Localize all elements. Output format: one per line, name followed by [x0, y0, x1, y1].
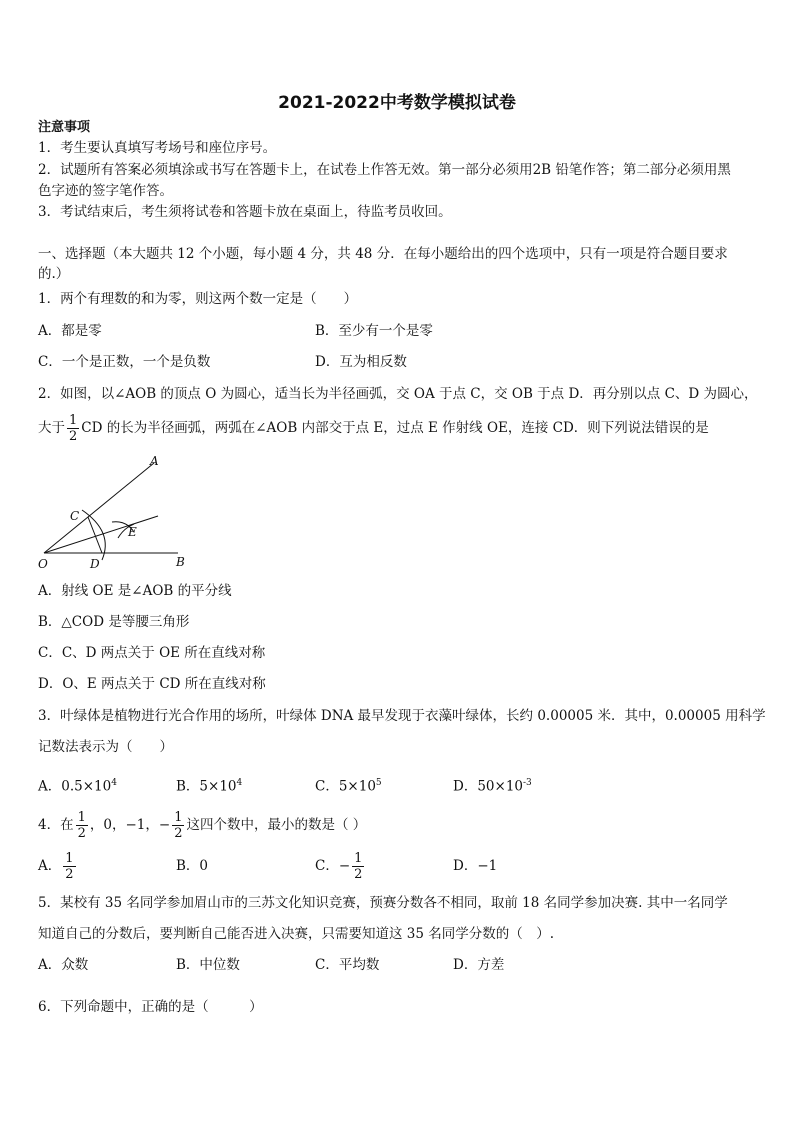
section-heading-cont: 的.） [38, 266, 70, 282]
label-c: C [70, 509, 80, 523]
ray-oa [44, 463, 154, 553]
q4-f1-num: 1 [77, 810, 86, 825]
q5-option-c: C．平均数 [315, 957, 380, 973]
q4-c-frac [352, 851, 364, 882]
q2-option-b: B．△COD 是等腰三角形 [38, 614, 190, 630]
q2-frac-num: 1 [69, 413, 78, 428]
section-heading: 一、选择题（本大题共 12 个小题，每小题 4 分，共 48 分．在每小题给出的四个选项中，只有一项是符合题目要求 [38, 246, 728, 262]
label-a: A [150, 454, 159, 468]
q1-option-a: A．都是零 [38, 323, 102, 339]
notes-heading: 注意事项 [38, 120, 91, 135]
q3-stem-line1: 3．叶绿体是植物进行光合作用的场所，叶绿体 DNA 最早发现于衣藻叶绿体，长约 0.00005 米．其中，0.00005 用科学 [38, 708, 766, 724]
q3-option-b [176, 773, 242, 797]
q2-stem-line1: 2．如图，以∠AOB 的顶点 O 为圆心，适当长为半径画弧，交 OA 于点 C，交 OB 于点 D．再分别以点 C、D 为圆心， [38, 386, 758, 402]
notes-item-3: 3．考试结束后，考生须将试卷和答题卡放在桌面上，待监考员收回。 [38, 204, 452, 220]
label-b: B [176, 555, 185, 569]
q5-option-d: D．方差 [453, 957, 505, 973]
q4-c-num: 1 [354, 851, 363, 866]
q4-option-a [38, 849, 78, 883]
angle-bisector-figure [30, 450, 200, 575]
q4-frac-2 [172, 810, 184, 841]
q3-option-d [453, 773, 532, 797]
label-o: O [38, 557, 48, 571]
q2-text-post: CD 的长为半径画弧，两弧在∠AOB 内部交于点 E，过点 E 作射线 OE，连接 CD．则下列说法错误的是 [81, 420, 709, 436]
q3-option-c [315, 773, 382, 797]
q3-c-exp: 5 [375, 778, 382, 788]
q1-option-b: B．至少有一个是零 [315, 323, 433, 339]
label-e: E [128, 525, 137, 539]
q3-c-base: C．5×10 [315, 778, 376, 795]
q4-stem [38, 808, 366, 842]
page-title: 2021-2022中考数学模拟试卷 [278, 93, 516, 113]
q3-d-exp: -3 [523, 778, 532, 788]
q3-b-exp: 4 [236, 778, 243, 788]
notes-item-1: 1．考生要认真填写考场号和座位序号。 [38, 140, 277, 156]
q2-option-d: D．O、E 两点关于 CD 所在直线对称 [38, 676, 266, 692]
q4-a-den: 2 [65, 867, 74, 882]
q6-stem: 6．下列命题中，正确的是（ ） [38, 999, 263, 1015]
q3-a-exp: 4 [111, 778, 117, 788]
notes-item-2: 2．试题所有答案必须填涂或书写在答题卡上，在试卷上作答无效。第一部分必须用2B 铅笔作答；第二部分必须用黑 [38, 162, 731, 178]
q1-option-d: D．互为相反数 [315, 354, 407, 370]
q3-d-base: D．50×10 [453, 778, 523, 795]
q4-a-num: 1 [65, 851, 74, 866]
q4-option-c [315, 849, 366, 883]
q5-option-a: A．众数 [38, 957, 89, 973]
notes-item-2-cont: 色字迹的签字笔作答。 [38, 183, 173, 199]
ray-oe [44, 516, 158, 553]
q3-stem-line2: 记数法表示为（ ） [38, 739, 173, 755]
q4-a-label: A． [38, 858, 62, 874]
q4-a-frac [63, 851, 75, 882]
q3-b-base: B．5×10 [176, 778, 237, 795]
q4-frac-1 [76, 810, 88, 841]
q4-c-label: C．− [315, 858, 351, 874]
q2-frac-den: 2 [69, 429, 78, 444]
label-d: D [90, 557, 100, 571]
q2-option-c: C．C、D 两点关于 OE 所在直线对称 [38, 645, 266, 661]
q2-stem-line2 [38, 411, 709, 445]
q4-c-den: 2 [354, 867, 363, 882]
q1-stem: 1．两个有理数的和为零，则这两个数一定是（ ） [38, 291, 358, 307]
q4-mid: ，0，−1，− [89, 817, 171, 833]
q2-fraction [67, 413, 79, 444]
q5-stem-line1: 5．某校有 35 名同学参加眉山市的三苏文化知识竞赛，预赛分数各不相同，取前 18 名同学参加决赛. 其中一名同学 [38, 895, 728, 911]
q2-text-pre: 大于 [38, 420, 65, 436]
q3-option-a [38, 773, 117, 797]
q5-option-b: B．中位数 [176, 957, 240, 973]
q3-a-base: A．0.5×10 [38, 778, 112, 795]
q4-pre: 4．在 [38, 817, 74, 833]
q4-f2-den: 2 [174, 826, 183, 841]
q4-f1-den: 2 [77, 826, 86, 841]
q5-stem-line2: 知道自己的分数后，要判断自己能否进入决赛，只需要知道这 35 名同学分数的（ ）. [38, 926, 555, 942]
q4-f2-num: 1 [174, 810, 183, 825]
q1-option-c: C．一个是正数，一个是负数 [38, 354, 211, 370]
q2-option-a: A．射线 OE 是∠AOB 的平分线 [38, 583, 232, 599]
q4-option-d: D．−1 [453, 858, 498, 874]
q4-option-b: B．0 [176, 858, 209, 874]
q4-post: 这四个数中，最小的数是（ ） [186, 817, 367, 833]
